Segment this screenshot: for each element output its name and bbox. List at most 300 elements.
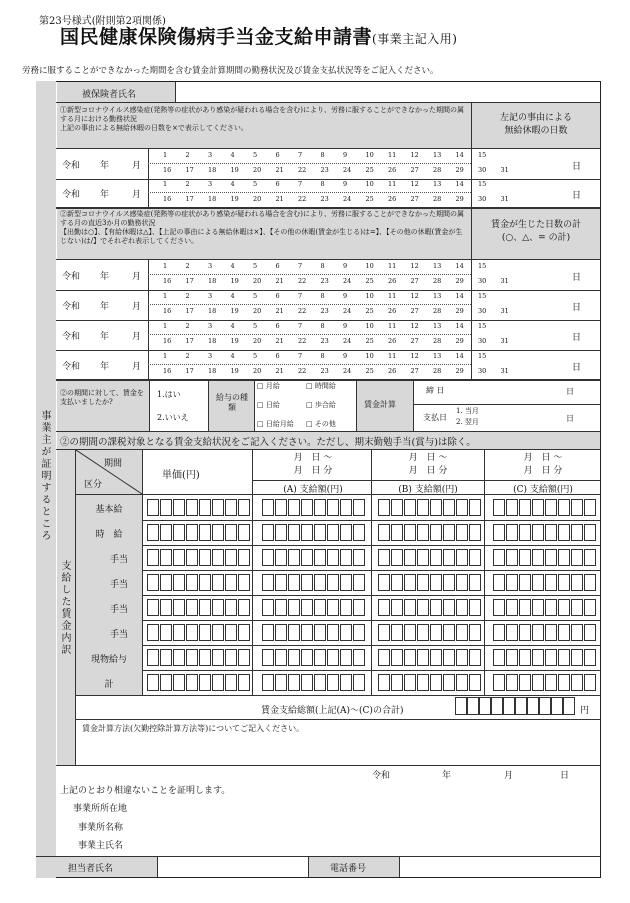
digit-cell[interactable]	[160, 674, 172, 691]
digit-cell[interactable]	[469, 549, 481, 566]
day-cell[interactable]: 2	[185, 151, 190, 159]
digit-cell[interactable]	[238, 649, 250, 666]
day-cell[interactable]: 19	[230, 195, 239, 203]
amount-input[interactable]	[378, 674, 481, 691]
day-cell[interactable]: 2	[185, 292, 190, 300]
digit-cell[interactable]	[262, 524, 274, 541]
digit-cell[interactable]	[275, 674, 287, 691]
day-cell[interactable]: 13	[433, 292, 442, 300]
day-cell[interactable]: 10	[365, 262, 374, 270]
day-cell[interactable]: 14	[455, 292, 464, 300]
day-cell[interactable]: 15	[478, 322, 487, 330]
digit-cell[interactable]	[391, 674, 403, 691]
day-cell[interactable]: 8	[320, 352, 325, 360]
day-cell[interactable]: 14	[455, 180, 464, 188]
digit-cell[interactable]	[493, 624, 505, 641]
digit-cell[interactable]	[212, 624, 224, 641]
day-cell[interactable]: 25	[365, 367, 374, 375]
day-cell[interactable]: 23	[320, 307, 329, 315]
digit-cell[interactable]	[353, 674, 365, 691]
digit-cell[interactable]	[288, 524, 300, 541]
day-cell[interactable]: 11	[388, 292, 397, 300]
day-cell[interactable]: 19	[230, 277, 239, 285]
day-cell[interactable]: 20	[253, 367, 262, 375]
digit-cell[interactable]	[314, 524, 326, 541]
digit-cell[interactable]	[469, 649, 481, 666]
day-cell[interactable]: 1	[163, 322, 168, 330]
amount-input[interactable]	[378, 574, 481, 591]
day-cell[interactable]: 3	[208, 292, 213, 300]
digit-cell[interactable]	[353, 549, 365, 566]
digit-cell[interactable]	[584, 674, 596, 691]
digit-cell[interactable]	[391, 549, 403, 566]
digit-cell[interactable]	[238, 674, 250, 691]
digit-cell[interactable]	[173, 499, 185, 516]
day-cell[interactable]: 5	[253, 180, 258, 188]
day-cell[interactable]: 11	[388, 262, 397, 270]
digit-cell[interactable]	[443, 674, 455, 691]
digit-cell[interactable]	[288, 624, 300, 641]
type-daily-monthly[interactable]: □ 日給月給	[257, 420, 294, 428]
day-cell[interactable]: 24	[343, 367, 352, 375]
digit-cell[interactable]	[430, 524, 442, 541]
digit-cell[interactable]	[353, 574, 365, 591]
digit-cell[interactable]	[225, 599, 237, 616]
digit-cell[interactable]	[430, 624, 442, 641]
digit-cell[interactable]	[353, 524, 365, 541]
digit-cell[interactable]	[571, 499, 583, 516]
day-cell[interactable]: 30	[478, 195, 487, 203]
day-cell[interactable]: 21	[275, 337, 284, 345]
day-cell[interactable]: 20	[253, 307, 262, 315]
digit-cell[interactable]	[545, 499, 557, 516]
total-digit-cell[interactable]	[551, 697, 563, 715]
digit-cell[interactable]	[212, 599, 224, 616]
amount-input[interactable]	[493, 674, 596, 691]
day-cell[interactable]: 10	[365, 180, 374, 188]
day-cell[interactable]: 10	[365, 292, 374, 300]
digit-cell[interactable]	[378, 599, 390, 616]
day-cell[interactable]: 16	[163, 166, 172, 174]
day-cell[interactable]: 2	[185, 180, 190, 188]
day-cell[interactable]: 16	[163, 307, 172, 315]
digit-cell[interactable]	[584, 574, 596, 591]
day-cell[interactable]: 1	[163, 292, 168, 300]
digit-cell[interactable]	[443, 549, 455, 566]
day-cell[interactable]: 25	[365, 337, 374, 345]
digit-cell[interactable]	[532, 649, 544, 666]
day-cell[interactable]: 23	[320, 166, 329, 174]
digit-cell[interactable]	[288, 574, 300, 591]
digit-cell[interactable]	[199, 549, 211, 566]
day-cell[interactable]: 12	[410, 151, 419, 159]
digit-cell[interactable]	[160, 549, 172, 566]
day-cell[interactable]: 31	[500, 166, 509, 174]
digit-cell[interactable]	[314, 624, 326, 641]
day-cell[interactable]: 9	[343, 292, 348, 300]
digit-cell[interactable]	[262, 649, 274, 666]
day-cell[interactable]: 17	[185, 337, 194, 345]
digit-cell[interactable]	[493, 599, 505, 616]
digit-cell[interactable]	[327, 499, 339, 516]
digit-cell[interactable]	[443, 574, 455, 591]
day-cell[interactable]: 5	[253, 262, 258, 270]
day-cell[interactable]: 3	[208, 180, 213, 188]
day-cell[interactable]: 27	[410, 307, 419, 315]
digit-cell[interactable]	[199, 499, 211, 516]
day-cell[interactable]: 15	[478, 352, 487, 360]
digit-cell[interactable]	[301, 599, 313, 616]
day-cell[interactable]: 20	[253, 337, 262, 345]
day-cell[interactable]: 16	[163, 277, 172, 285]
digit-cell[interactable]	[340, 599, 352, 616]
digit-cell[interactable]	[378, 574, 390, 591]
total-digit-cell[interactable]	[563, 697, 575, 715]
digit-cell[interactable]	[571, 674, 583, 691]
digit-cell[interactable]	[558, 549, 570, 566]
digit-cell[interactable]	[160, 599, 172, 616]
type-hourly[interactable]: □ 時間給	[306, 382, 336, 390]
amount-input[interactable]	[378, 549, 481, 566]
day-cell[interactable]: 19	[230, 337, 239, 345]
digit-cell[interactable]	[571, 524, 583, 541]
s2-days-first-0[interactable]	[163, 262, 501, 270]
day-cell[interactable]: 25	[365, 307, 374, 315]
digit-cell[interactable]	[147, 624, 159, 641]
digit-cell[interactable]	[301, 499, 313, 516]
day-cell[interactable]: 22	[298, 337, 307, 345]
day-cell[interactable]: 18	[208, 307, 217, 315]
digit-cell[interactable]	[275, 499, 287, 516]
day-cell[interactable]: 22	[298, 277, 307, 285]
day-cell[interactable]: 21	[275, 277, 284, 285]
digit-cell[interactable]	[378, 649, 390, 666]
digit-cell[interactable]	[212, 574, 224, 591]
digit-cell[interactable]	[469, 674, 481, 691]
digit-cell[interactable]	[532, 574, 544, 591]
day-cell[interactable]: 10	[365, 322, 374, 330]
digit-cell[interactable]	[545, 574, 557, 591]
total-digit-cell[interactable]	[455, 697, 467, 715]
digit-cell[interactable]	[212, 499, 224, 516]
digit-cell[interactable]	[443, 649, 455, 666]
digit-cell[interactable]	[532, 499, 544, 516]
amount-input[interactable]	[378, 624, 481, 641]
day-cell[interactable]: 11	[388, 151, 397, 159]
day-cell[interactable]: 8	[320, 180, 325, 188]
col-a-period[interactable]: 月 日 〜 月 日 分	[293, 453, 333, 476]
digit-cell[interactable]	[199, 649, 211, 666]
digit-cell[interactable]	[404, 524, 416, 541]
digit-cell[interactable]	[532, 549, 544, 566]
day-cell[interactable]: 10	[365, 352, 374, 360]
day-cell[interactable]: 27	[410, 367, 419, 375]
digit-cell[interactable]	[443, 624, 455, 641]
day-cell[interactable]: 14	[455, 352, 464, 360]
s2-days-count-0[interactable]	[473, 262, 568, 288]
digit-cell[interactable]	[430, 649, 442, 666]
day-cell[interactable]: 13	[433, 180, 442, 188]
digit-cell[interactable]	[327, 649, 339, 666]
day-cell[interactable]: 17	[185, 307, 194, 315]
digit-cell[interactable]	[493, 649, 505, 666]
digit-cell[interactable]	[545, 674, 557, 691]
digit-cell[interactable]	[262, 599, 274, 616]
day-cell[interactable]: 25	[365, 277, 374, 285]
digit-cell[interactable]	[353, 599, 365, 616]
digit-cell[interactable]	[391, 624, 403, 641]
digit-cell[interactable]	[353, 649, 365, 666]
s2-days-count-2[interactable]	[473, 322, 568, 348]
digit-cell[interactable]	[545, 599, 557, 616]
day-cell[interactable]: 8	[320, 322, 325, 330]
day-cell[interactable]: 27	[410, 337, 419, 345]
digit-cell[interactable]	[506, 549, 518, 566]
total-digit-cell[interactable]	[491, 697, 503, 715]
day-cell[interactable]: 17	[185, 166, 194, 174]
digit-cell[interactable]	[173, 524, 185, 541]
amount-input[interactable]	[493, 524, 596, 541]
digit-cell[interactable]	[199, 574, 211, 591]
digit-cell[interactable]	[340, 524, 352, 541]
digit-cell[interactable]	[404, 499, 416, 516]
digit-cell[interactable]	[417, 524, 429, 541]
day-cell[interactable]: 9	[343, 180, 348, 188]
digit-cell[interactable]	[301, 649, 313, 666]
day-cell[interactable]: 4	[230, 292, 235, 300]
digit-cell[interactable]	[430, 549, 442, 566]
day-cell[interactable]: 6	[275, 151, 280, 159]
day-cell[interactable]: 3	[208, 262, 213, 270]
total-digit-cell[interactable]	[539, 697, 551, 715]
digit-cell[interactable]	[327, 574, 339, 591]
digit-cell[interactable]	[327, 549, 339, 566]
digit-cell[interactable]	[404, 574, 416, 591]
digit-cell[interactable]	[225, 574, 237, 591]
day-cell[interactable]: 29	[455, 337, 464, 345]
amount-input[interactable]	[378, 499, 481, 516]
day-cell[interactable]: 12	[410, 352, 419, 360]
digit-cell[interactable]	[160, 574, 172, 591]
digit-cell[interactable]	[173, 649, 185, 666]
digit-cell[interactable]	[199, 599, 211, 616]
day-cell[interactable]: 30	[478, 277, 487, 285]
digit-cell[interactable]	[212, 549, 224, 566]
digit-cell[interactable]	[353, 624, 365, 641]
digit-cell[interactable]	[147, 549, 159, 566]
amount-input[interactable]	[147, 524, 250, 541]
day-cell[interactable]: 3	[208, 151, 213, 159]
digit-cell[interactable]	[314, 499, 326, 516]
day-cell[interactable]: 7	[298, 262, 303, 270]
day-cell[interactable]: 24	[343, 337, 352, 345]
day-cell[interactable]: 4	[230, 180, 235, 188]
digit-cell[interactable]	[391, 524, 403, 541]
day-cell[interactable]: 6	[275, 292, 280, 300]
pay-current-month[interactable]: 1. 当月	[456, 407, 479, 415]
digit-cell[interactable]	[430, 599, 442, 616]
day-cell[interactable]: 15	[478, 292, 487, 300]
type-other[interactable]: □ その他	[306, 420, 336, 428]
day-cell[interactable]: 31	[500, 195, 509, 203]
digit-cell[interactable]	[288, 649, 300, 666]
amount-input[interactable]	[147, 649, 250, 666]
digit-cell[interactable]	[186, 499, 198, 516]
digit-cell[interactable]	[558, 649, 570, 666]
digit-cell[interactable]	[532, 674, 544, 691]
digit-cell[interactable]	[225, 499, 237, 516]
day-cell[interactable]: 4	[230, 352, 235, 360]
s1-days-first-1[interactable]	[163, 180, 501, 188]
day-cell[interactable]: 1	[163, 352, 168, 360]
day-cell[interactable]: 2	[185, 262, 190, 270]
digit-cell[interactable]	[506, 674, 518, 691]
day-cell[interactable]: 24	[343, 277, 352, 285]
digit-cell[interactable]	[558, 574, 570, 591]
digit-cell[interactable]	[443, 524, 455, 541]
day-cell[interactable]: 5	[253, 292, 258, 300]
digit-cell[interactable]	[519, 499, 531, 516]
type-daily[interactable]: □ 日給	[257, 401, 280, 409]
digit-cell[interactable]	[147, 599, 159, 616]
amount-input[interactable]	[147, 674, 250, 691]
day-cell[interactable]: 21	[275, 195, 284, 203]
digit-cell[interactable]	[378, 499, 390, 516]
digit-cell[interactable]	[301, 674, 313, 691]
digit-cell[interactable]	[456, 624, 468, 641]
digit-cell[interactable]	[532, 524, 544, 541]
day-cell[interactable]: 13	[433, 151, 442, 159]
digit-cell[interactable]	[519, 674, 531, 691]
day-cell[interactable]: 26	[388, 337, 397, 345]
s2-days-first-3[interactable]	[163, 352, 501, 360]
digit-cell[interactable]	[262, 674, 274, 691]
digit-cell[interactable]	[238, 549, 250, 566]
digit-cell[interactable]	[340, 574, 352, 591]
day-cell[interactable]: 18	[208, 367, 217, 375]
digit-cell[interactable]	[147, 649, 159, 666]
digit-cell[interactable]	[212, 649, 224, 666]
day-cell[interactable]: 7	[298, 180, 303, 188]
digit-cell[interactable]	[186, 549, 198, 566]
day-cell[interactable]: 7	[298, 322, 303, 330]
day-cell[interactable]: 28	[433, 195, 442, 203]
day-cell[interactable]: 6	[275, 180, 280, 188]
digit-cell[interactable]	[430, 574, 442, 591]
digit-cell[interactable]	[327, 624, 339, 641]
day-cell[interactable]: 27	[410, 166, 419, 174]
s2-days-second-2[interactable]	[163, 337, 523, 345]
digit-cell[interactable]	[391, 599, 403, 616]
day-cell[interactable]: 28	[433, 307, 442, 315]
day-cell[interactable]: 31	[500, 337, 509, 345]
day-cell[interactable]: 27	[410, 195, 419, 203]
s2-days-count-1[interactable]	[473, 292, 568, 318]
digit-cell[interactable]	[493, 524, 505, 541]
digit-cell[interactable]	[430, 499, 442, 516]
s2-days-second-1[interactable]	[163, 307, 523, 315]
amount-input[interactable]	[493, 624, 596, 641]
s1-days-count-0[interactable]	[473, 151, 568, 177]
digit-cell[interactable]	[519, 574, 531, 591]
day-cell[interactable]: 11	[388, 352, 397, 360]
day-cell[interactable]: 31	[500, 367, 509, 375]
amount-input[interactable]	[262, 624, 365, 641]
digit-cell[interactable]	[558, 499, 570, 516]
digit-cell[interactable]	[404, 599, 416, 616]
day-cell[interactable]: 12	[410, 292, 419, 300]
digit-cell[interactable]	[147, 499, 159, 516]
digit-cell[interactable]	[147, 524, 159, 541]
day-cell[interactable]: 28	[433, 367, 442, 375]
day-cell[interactable]: 16	[163, 337, 172, 345]
digit-cell[interactable]	[199, 624, 211, 641]
day-cell[interactable]: 7	[298, 151, 303, 159]
digit-cell[interactable]	[558, 524, 570, 541]
day-cell[interactable]: 20	[253, 195, 262, 203]
day-cell[interactable]: 3	[208, 352, 213, 360]
digit-cell[interactable]	[160, 499, 172, 516]
digit-cell[interactable]	[186, 524, 198, 541]
digit-cell[interactable]	[519, 649, 531, 666]
day-cell[interactable]: 26	[388, 367, 397, 375]
digit-cell[interactable]	[314, 599, 326, 616]
digit-cell[interactable]	[327, 599, 339, 616]
day-cell[interactable]: 8	[320, 262, 325, 270]
digit-cell[interactable]	[314, 574, 326, 591]
amount-input[interactable]	[262, 674, 365, 691]
digit-cell[interactable]	[378, 624, 390, 641]
digit-cell[interactable]	[199, 674, 211, 691]
digit-cell[interactable]	[340, 674, 352, 691]
digit-cell[interactable]	[275, 624, 287, 641]
amount-input[interactable]	[493, 574, 596, 591]
digit-cell[interactable]	[238, 524, 250, 541]
day-cell[interactable]: 7	[298, 292, 303, 300]
digit-cell[interactable]	[391, 574, 403, 591]
day-cell[interactable]: 26	[388, 166, 397, 174]
day-cell[interactable]: 29	[455, 166, 464, 174]
day-cell[interactable]: 15	[478, 180, 487, 188]
day-cell[interactable]: 23	[320, 367, 329, 375]
calc-method-input[interactable]	[82, 740, 597, 762]
day-cell[interactable]: 27	[410, 277, 419, 285]
day-cell[interactable]: 28	[433, 166, 442, 174]
col-c-period[interactable]: 月 日 〜 月 日 分	[523, 453, 563, 476]
day-cell[interactable]: 22	[298, 195, 307, 203]
digit-cell[interactable]	[186, 599, 198, 616]
amount-input[interactable]	[493, 499, 596, 516]
digit-cell[interactable]	[493, 499, 505, 516]
digit-cell[interactable]	[186, 574, 198, 591]
s2-days-first-1[interactable]	[163, 292, 501, 300]
digit-cell[interactable]	[262, 624, 274, 641]
day-cell[interactable]: 11	[388, 322, 397, 330]
digit-cell[interactable]	[275, 599, 287, 616]
s2-days-first-2[interactable]	[163, 322, 501, 330]
s2-days-second-3[interactable]	[163, 367, 523, 375]
digit-cell[interactable]	[469, 499, 481, 516]
digit-cell[interactable]	[186, 624, 198, 641]
digit-cell[interactable]	[147, 674, 159, 691]
digit-cell[interactable]	[275, 524, 287, 541]
digit-cell[interactable]	[417, 674, 429, 691]
day-cell[interactable]: 9	[343, 322, 348, 330]
digit-cell[interactable]	[378, 524, 390, 541]
s1-days-first-0[interactable]	[163, 151, 501, 159]
digit-cell[interactable]	[340, 549, 352, 566]
amount-input[interactable]	[262, 599, 365, 616]
